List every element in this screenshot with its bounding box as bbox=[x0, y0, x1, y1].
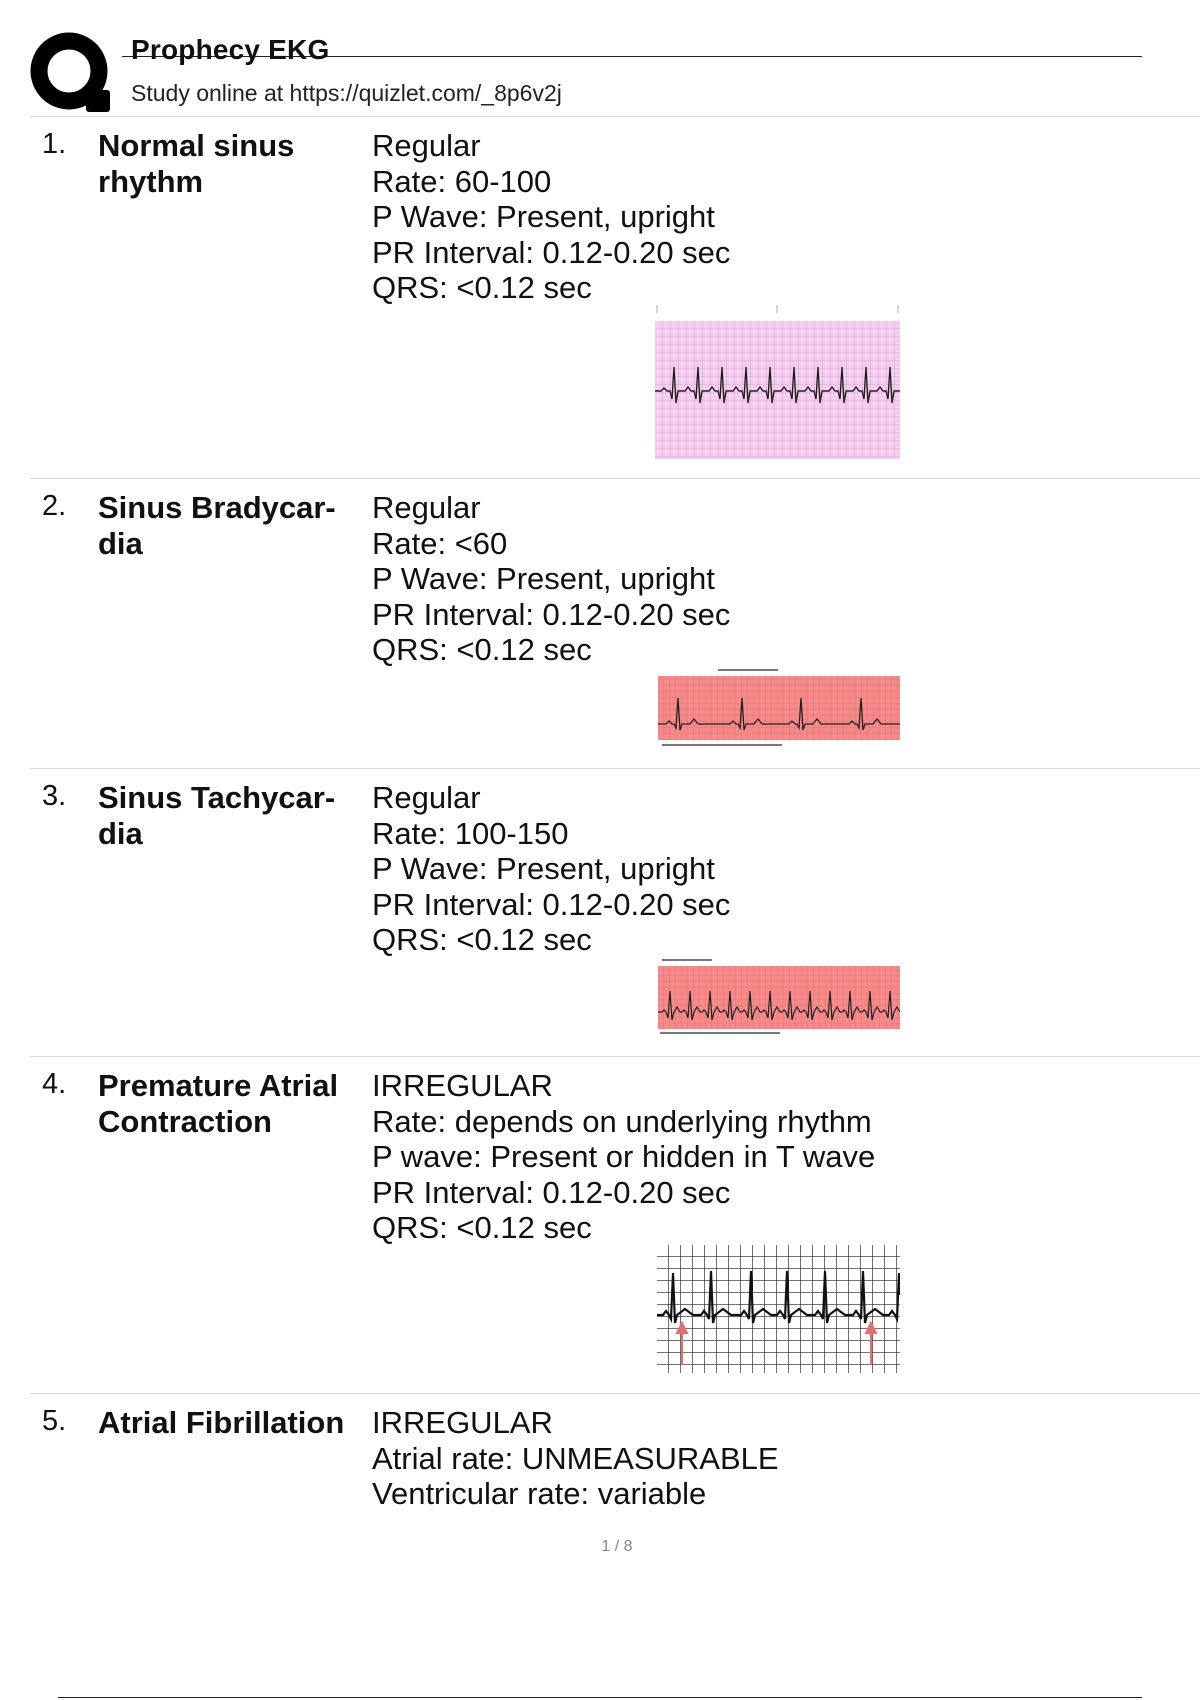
card-number: 3. bbox=[42, 780, 67, 812]
card-definition bbox=[372, 490, 730, 668]
definition-line: P Wave: Present, upright bbox=[372, 561, 715, 596]
definition-line: Rate: <60 bbox=[372, 525, 508, 561]
definition-line: Rate: 60-100 bbox=[372, 163, 552, 199]
definition-line: Ventricular rate: variable bbox=[372, 1476, 707, 1511]
definition-line: IRREGULAR bbox=[372, 1405, 553, 1440]
definition-line: Regular bbox=[372, 128, 481, 163]
card-number: 2. bbox=[42, 490, 67, 522]
card-definition bbox=[372, 1405, 779, 1512]
definition-line: Regular bbox=[372, 780, 481, 815]
header-divider bbox=[30, 116, 1200, 117]
definition-line: P Wave: Present, upright bbox=[372, 851, 715, 886]
sinus-bradycardia-ekg-image bbox=[658, 668, 900, 750]
card-definition bbox=[372, 1068, 875, 1246]
card-term: Sinus Tachycar-dia bbox=[98, 780, 336, 851]
definition-line: QRS: <0.12 sec bbox=[372, 1210, 592, 1245]
card-divider bbox=[30, 478, 1200, 479]
card-term: Premature Atrial Contraction bbox=[98, 1068, 339, 1139]
card-divider bbox=[30, 1056, 1200, 1057]
definition-line: PR Interval: 0.12-0.20 sec bbox=[372, 886, 731, 922]
normal-sinus-rhythm-ekg-image bbox=[655, 305, 900, 460]
card-number: 1. bbox=[42, 128, 67, 160]
document-title: Prophecy EKG bbox=[131, 34, 330, 65]
quizlet-logo-icon bbox=[30, 32, 112, 114]
card-term: Normal sinus rhythm bbox=[98, 128, 295, 199]
definition-line: QRS: <0.12 sec bbox=[372, 632, 592, 667]
card-definition bbox=[372, 128, 730, 306]
card-term: Sinus Bradycar-dia bbox=[98, 490, 336, 561]
study-online-link[interactable]: Study online at https://quizlet.com/_8p6v2j bbox=[131, 80, 562, 106]
card-divider bbox=[30, 1393, 1200, 1394]
definition-line: IRREGULAR bbox=[372, 1068, 553, 1103]
footer-rule bbox=[58, 1697, 1142, 1698]
definition-line: Rate: 100-150 bbox=[372, 815, 569, 851]
definition-line: Regular bbox=[372, 490, 481, 525]
sinus-tachycardia-ekg-image bbox=[658, 958, 900, 1038]
definition-line: PR Interval: 0.12-0.20 sec bbox=[372, 1174, 731, 1210]
card-number: 5. bbox=[42, 1405, 67, 1437]
card-number: 4. bbox=[42, 1068, 67, 1100]
definition-line: PR Interval: 0.12-0.20 sec bbox=[372, 234, 731, 270]
definition-line: P Wave: Present, upright bbox=[372, 199, 715, 234]
card-definition bbox=[372, 780, 730, 958]
definition-line: Atrial rate: UNMEASURABLE bbox=[372, 1440, 779, 1476]
definition-line: P wave: Present or hidden in T wave bbox=[372, 1139, 876, 1174]
card-term: Atrial Fibrillation bbox=[98, 1405, 345, 1440]
definition-line: Rate: depends on underlying rhythm bbox=[372, 1103, 872, 1139]
page-number: 1 / 8 bbox=[601, 1538, 633, 1555]
definition-line: QRS: <0.12 sec bbox=[372, 922, 592, 957]
definition-line: PR Interval: 0.12-0.20 sec bbox=[372, 596, 731, 632]
definition-line: QRS: <0.12 sec bbox=[372, 270, 592, 305]
premature-atrial-contraction-ekg-image bbox=[657, 1245, 900, 1373]
card-divider bbox=[30, 768, 1200, 769]
